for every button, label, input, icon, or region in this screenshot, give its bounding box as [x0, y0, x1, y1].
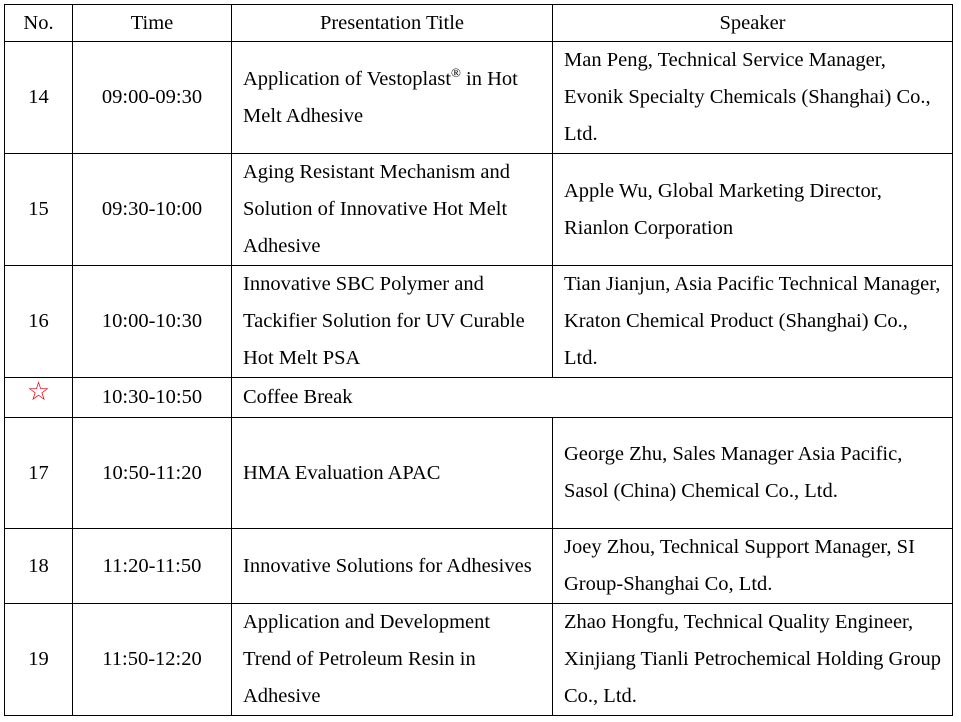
schedule-table: [4, 4, 953, 716]
session-speaker: George Zhu, Sales Manager Asia Pacific, Sasol (China) Chemical Co., Ltd.: [553, 418, 953, 529]
session-no: 18: [5, 529, 73, 604]
break-marker: [5, 378, 73, 418]
session-no: 17: [5, 418, 73, 529]
session-speaker: Joey Zhou, Technical Support Manager, SI Group-Shanghai Co, Ltd.: [553, 529, 953, 604]
title-text: in Hot Melt Adhesive: [243, 67, 518, 127]
registered-mark: ®: [451, 64, 461, 80]
session-title: [232, 42, 553, 154]
session-time: 10:00-10:30: [73, 266, 232, 378]
session-speaker: Apple Wu, Global Marketing Director, Rianlon Corporation: [553, 154, 953, 266]
table-row: [5, 42, 953, 154]
break-row: [5, 378, 953, 418]
session-time: 09:00-09:30: [73, 42, 232, 154]
title-text: Application of Vestoplast: [243, 67, 452, 90]
session-no: 14: [5, 42, 73, 154]
table-row: [5, 418, 953, 529]
session-no: 15: [5, 154, 73, 266]
break-title: Coffee Break: [232, 378, 953, 418]
session-title: Innovative SBC Polymer and Tackifier Solution for UV Curable Hot Melt PSA: [232, 266, 553, 378]
table-row: [5, 266, 953, 378]
session-no: 19: [5, 604, 73, 716]
session-time: 10:30-10:50: [73, 378, 232, 418]
session-title: Application and Development Trend of Petroleum Resin in Adhesive: [232, 604, 553, 716]
session-time: 11:50-12:20: [73, 604, 232, 716]
session-speaker: Man Peng, Technical Service Manager, Evonik Specialty Chemicals (Shanghai) Co., Ltd.: [553, 42, 953, 154]
session-time: 11:20-11:50: [73, 529, 232, 604]
header-no: No.: [5, 5, 73, 42]
session-speaker: Zhao Hongfu, Technical Quality Engineer, Xinjiang Tianli Petrochemical Holding Group Co., Ltd.: [553, 604, 953, 716]
session-time: 10:50-11:20: [73, 418, 232, 529]
table-row: [5, 154, 953, 266]
header-speaker: Speaker: [553, 5, 953, 42]
session-speaker: Tian Jianjun, Asia Pacific Technical Manager, Kraton Chemical Product (Shanghai) Co., Ltd.: [553, 266, 953, 378]
session-title: Aging Resistant Mechanism and Solution of Innovative Hot Melt Adhesive: [232, 154, 553, 266]
session-title: Innovative Solutions for Adhesives: [232, 529, 553, 604]
table-row: [5, 604, 953, 716]
session-title: HMA Evaluation APAC: [232, 418, 553, 529]
header-title: Presentation Title: [232, 5, 553, 42]
star-icon: ☆: [26, 377, 51, 407]
table-row: [5, 529, 953, 604]
header-time: Time: [73, 5, 232, 42]
session-time: 09:30-10:00: [73, 154, 232, 266]
session-no: 16: [5, 266, 73, 378]
header-row: [5, 5, 953, 42]
